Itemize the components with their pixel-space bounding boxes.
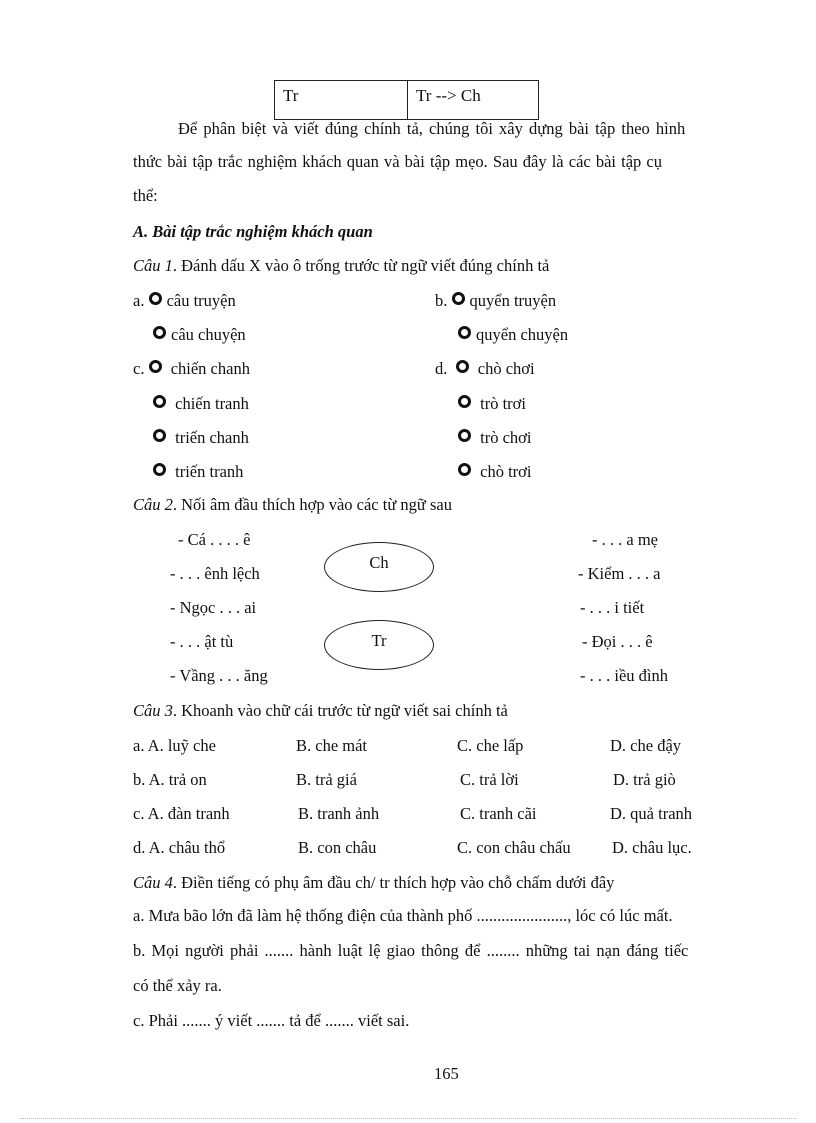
choice: C. che lấp xyxy=(457,736,524,755)
choice: d. A. châu thổ xyxy=(133,838,226,857)
choice: B. che mát xyxy=(296,736,368,755)
ellipse-label: Tr xyxy=(371,631,387,650)
choice: C. con châu chấu xyxy=(457,838,571,857)
option xyxy=(153,326,246,344)
table-cell: Tr xyxy=(275,81,408,120)
radio-icon[interactable] xyxy=(153,463,166,476)
option-label: trò chơi xyxy=(480,428,532,447)
question-label: Câu 1 xyxy=(133,256,173,275)
match-right-item: - . . . iều đình xyxy=(580,666,668,685)
radio-icon[interactable] xyxy=(153,429,166,442)
match-right-item: - Đọi . . . ê xyxy=(582,632,653,651)
choice: B. tranh ảnh xyxy=(298,804,380,823)
option-label: câu chuyện xyxy=(171,325,246,344)
choice: D. quả tranh xyxy=(610,804,693,823)
option xyxy=(458,395,526,413)
option-label: chò trơi xyxy=(480,462,532,481)
radio-icon[interactable] xyxy=(458,395,471,408)
intro-line: thể: xyxy=(133,186,158,205)
choice: C. trả lời xyxy=(460,770,519,789)
option xyxy=(153,463,243,481)
radio-icon[interactable] xyxy=(149,360,162,373)
option xyxy=(133,292,236,310)
question-label: Câu 2 xyxy=(133,495,173,514)
option xyxy=(458,463,531,481)
option xyxy=(153,395,249,413)
match-left-item: - Ngọc . . . ai xyxy=(170,598,257,617)
header-table xyxy=(274,80,539,120)
radio-icon[interactable] xyxy=(458,429,471,442)
intro-line: thức bài tập trắc nghiệm khách quan và bài tập mẹo. Sau đây là các bài tập cụ xyxy=(133,152,662,171)
choice: c. A. đàn tranh xyxy=(133,804,230,823)
option xyxy=(435,360,535,378)
ellipse-label: Ch xyxy=(369,553,389,572)
fill-line: c. Phải ....... ý viết ....... tả để ....... viết sai. xyxy=(133,1011,410,1030)
fill-line: có thể xảy ra. xyxy=(133,976,222,995)
intro-line: Để phân biệt và viết đúng chính tả, chúng tôi xây dựng bài tập theo hình xyxy=(178,119,686,138)
option xyxy=(458,326,568,344)
match-left-item: - Cá . . . . ê xyxy=(178,530,251,549)
option-label: chiến tranh xyxy=(175,394,249,413)
question-text: . Điền tiếng có phụ âm đầu ch/ tr thích hợp vào chỗ chấm dưới đây xyxy=(172,873,615,892)
table-cell: Tr --> Ch xyxy=(408,81,539,120)
radio-icon[interactable] xyxy=(153,395,166,408)
match-left-item: - . . . ênh lệch xyxy=(170,564,260,583)
option-letter: d. xyxy=(435,359,448,378)
question-label: Câu 3 xyxy=(133,701,173,720)
option-label: chò chơi xyxy=(477,359,535,378)
option-label: câu truyện xyxy=(166,291,236,310)
choice: D. che đậy xyxy=(610,736,682,755)
fill-line: b. Mọi người phải ....... hành luật lệ giao thông để ........ những tai nạn đáng tiếc xyxy=(133,941,689,960)
fill-line: a. Mưa bão lớn đã làm hệ thống điện của thành phố ......................, lóc có lúc mất. xyxy=(133,906,673,925)
option-letter: c. xyxy=(133,359,145,378)
question-3 xyxy=(133,703,508,720)
option xyxy=(458,429,531,447)
radio-icon[interactable] xyxy=(458,463,471,476)
question-text: . Khoanh vào chữ cái trước từ ngữ viết sai chính tả xyxy=(172,701,508,720)
page-number: 165 xyxy=(434,1064,459,1083)
ellipse-ch xyxy=(324,542,434,592)
choice: B. con châu xyxy=(298,838,377,857)
radio-icon[interactable] xyxy=(153,326,166,339)
option xyxy=(153,429,249,447)
match-right-item: - . . . i tiết xyxy=(580,598,645,617)
radio-icon[interactable] xyxy=(458,326,471,339)
question-label: Câu 4 xyxy=(133,873,173,892)
match-right-item: - . . . a mẹ xyxy=(592,530,658,549)
option-label: quyển chuyện xyxy=(476,325,569,344)
choice: D. châu lục. xyxy=(612,838,692,857)
option xyxy=(133,360,250,378)
question-text: . Đánh dấu X vào ô trống trước từ ngữ viết đúng chính tả xyxy=(172,256,550,275)
match-left-item: - Vầng . . . ăng xyxy=(170,666,268,685)
ellipse-tr xyxy=(324,620,434,670)
option-label: chiến chanh xyxy=(170,359,250,378)
option-letter: b. xyxy=(435,291,448,310)
match-left-item: - . . . ật tù xyxy=(170,632,234,651)
radio-icon[interactable] xyxy=(149,292,162,305)
question-2 xyxy=(133,497,452,514)
option-letter: a. xyxy=(133,291,145,310)
option-label: triến chanh xyxy=(175,428,249,447)
choice: B. trả giá xyxy=(296,770,357,789)
option-label: triến tranh xyxy=(175,462,244,481)
radio-icon[interactable] xyxy=(456,360,469,373)
option-label: trò trơi xyxy=(480,394,526,413)
question-4 xyxy=(133,875,614,892)
option xyxy=(435,292,556,310)
choice: D. trả giò xyxy=(613,770,676,789)
option-label: quyển truyện xyxy=(469,291,557,310)
question-1 xyxy=(133,258,549,275)
question-text: . Nối âm đầu thích hợp vào các từ ngữ sau xyxy=(172,495,452,514)
choice: b. A. trả on xyxy=(133,770,207,789)
match-right-item: - Kiểm . . . a xyxy=(578,564,661,583)
choice: a. A. luỹ che xyxy=(133,736,216,755)
section-heading: A. Bài tập trắc nghiệm khách quan xyxy=(133,222,373,241)
radio-icon[interactable] xyxy=(452,292,465,305)
page-border xyxy=(20,1118,796,1119)
choice: C. tranh cãi xyxy=(460,804,537,823)
